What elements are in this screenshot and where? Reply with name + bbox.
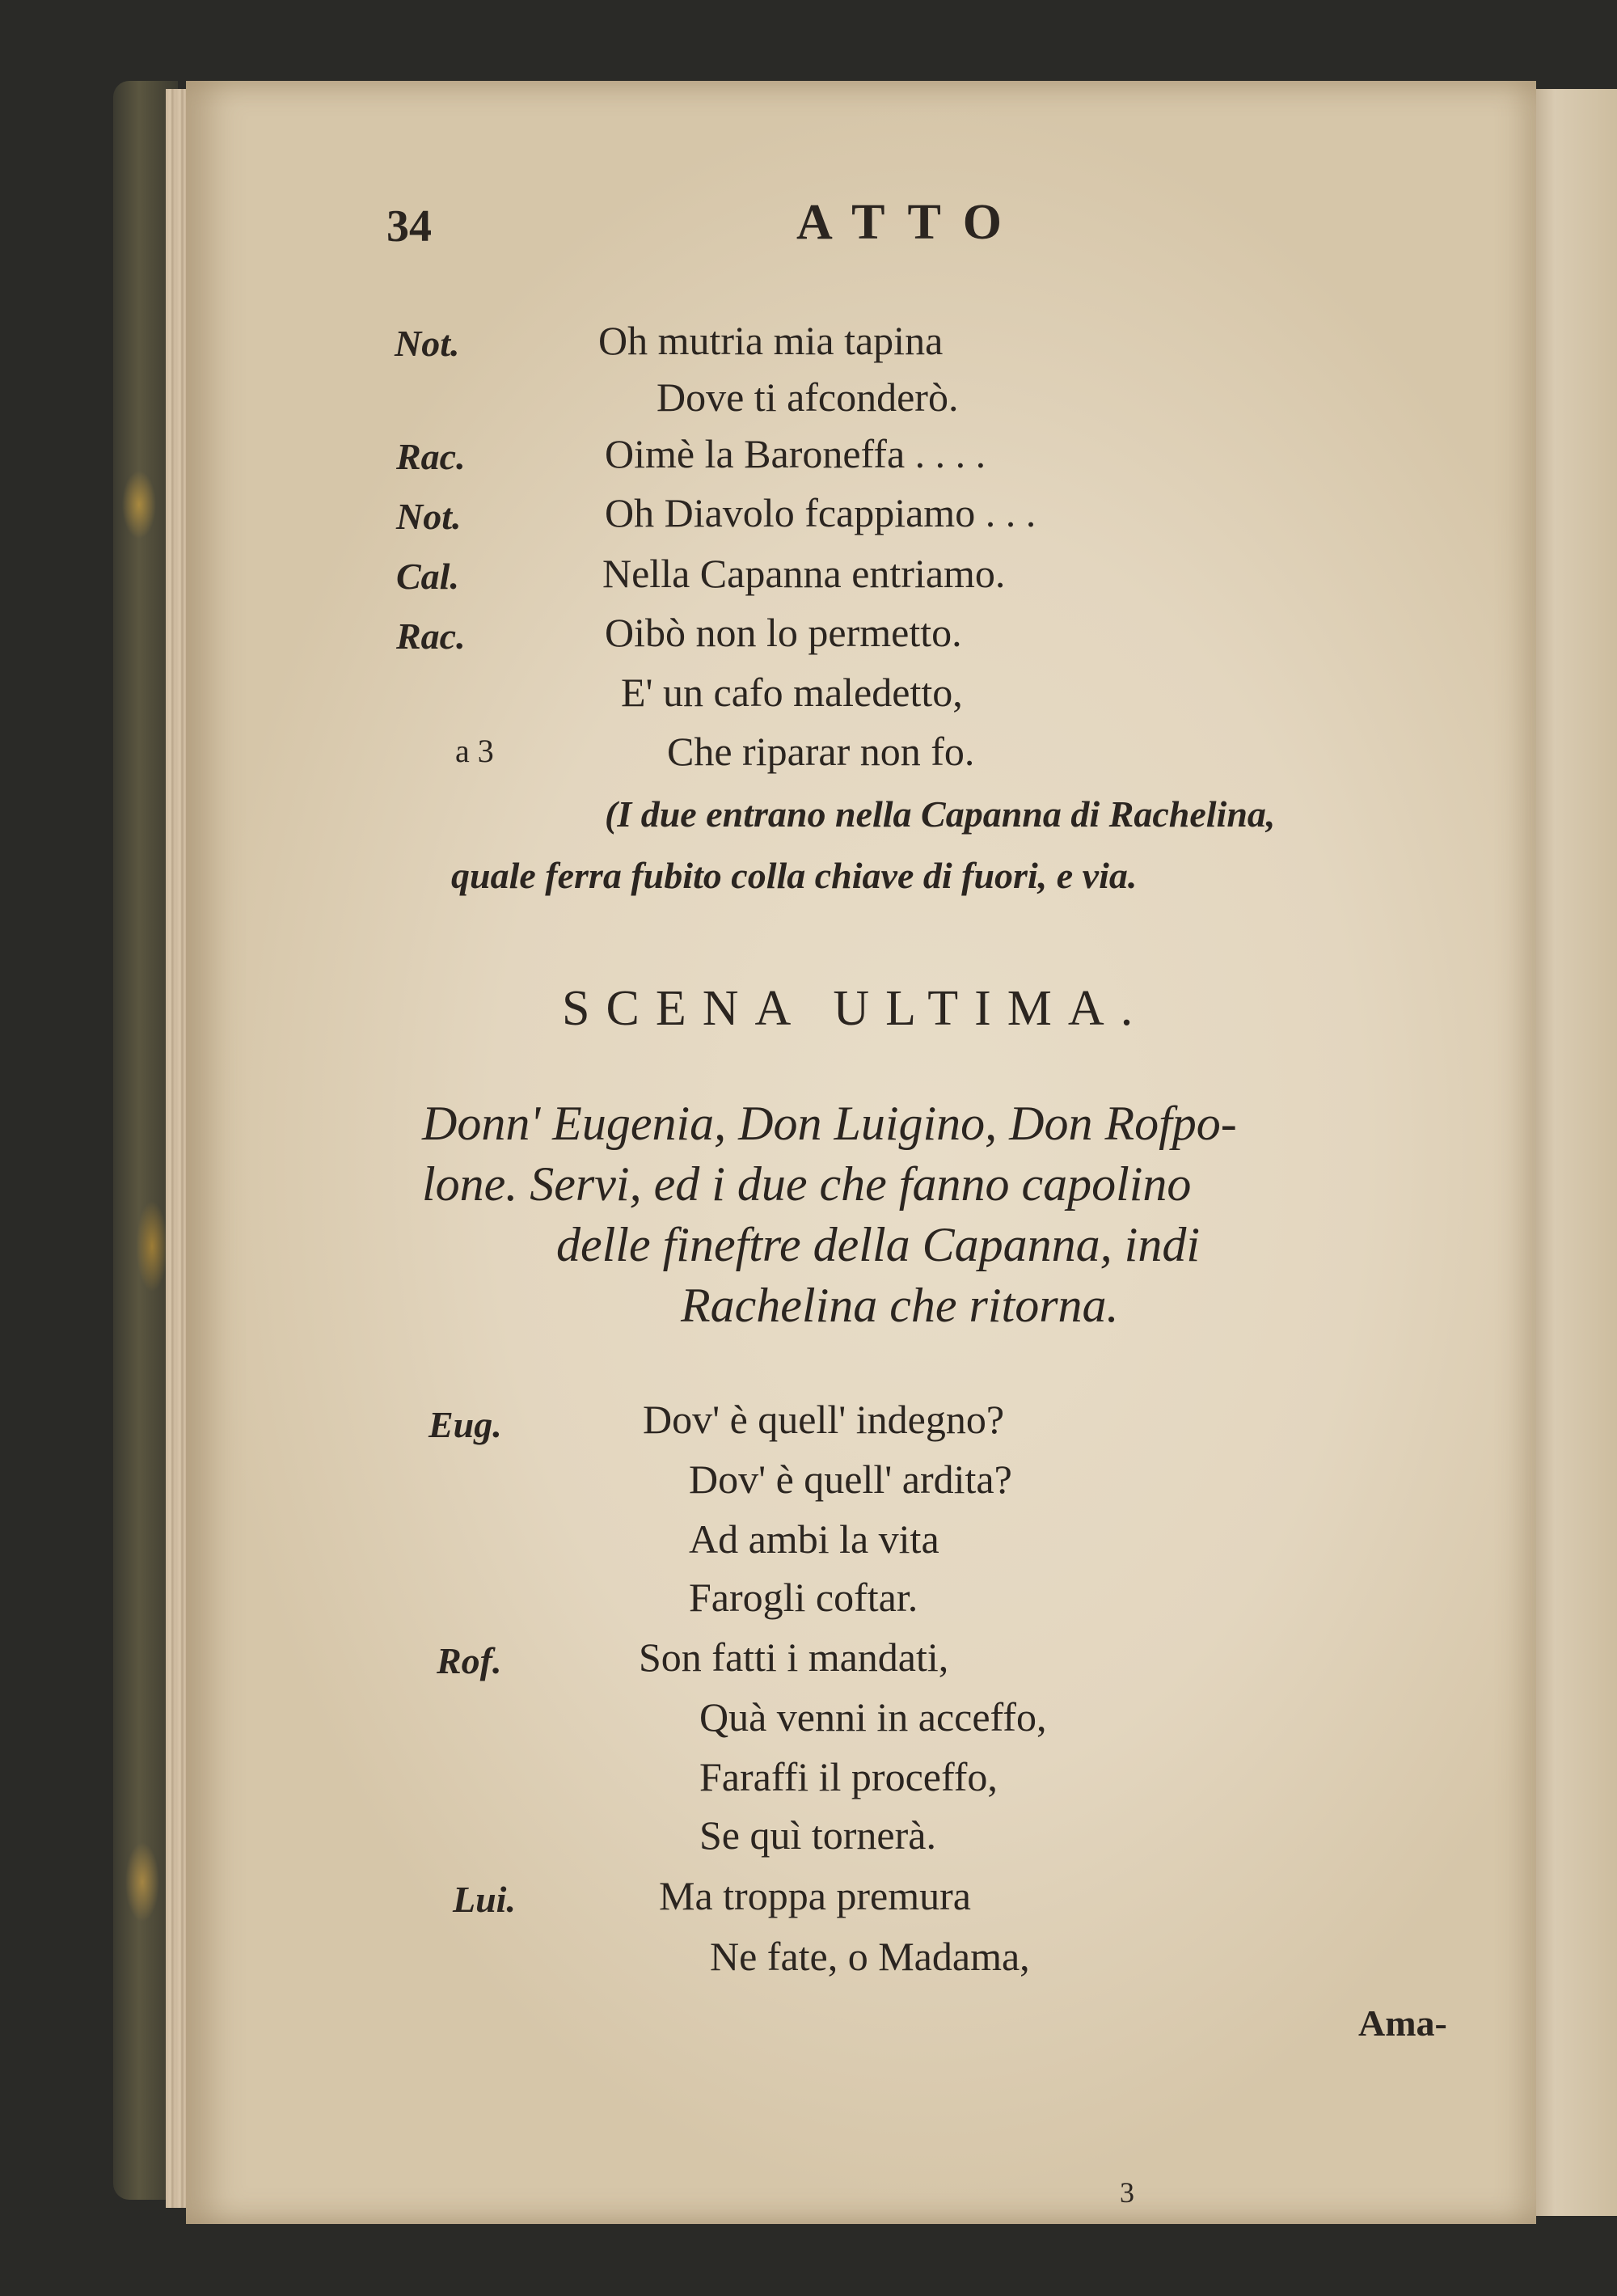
verse-line: Che riparar non fo. bbox=[667, 729, 975, 774]
verse-line: Son fatti i mandati, bbox=[639, 1634, 949, 1680]
cast-line: lone. Servi, ed i due che fanno capolino bbox=[422, 1157, 1192, 1211]
verse-line: Ad ambi la vita bbox=[689, 1516, 939, 1562]
opposite-page-edge bbox=[1528, 89, 1617, 2216]
cast-line: Donn' Eugenia, Don Luigino, Don Rofpo- bbox=[422, 1097, 1237, 1150]
verse-line: Dov' è quell' ardita? bbox=[689, 1457, 1012, 1502]
verse-line: E' un cafo maledetto, bbox=[621, 670, 963, 715]
cast-line: Rachelina che ritorna. bbox=[681, 1279, 1119, 1332]
speaker-label: Rac. bbox=[396, 436, 466, 477]
scene-title: SCENA ULTIMA. bbox=[562, 981, 1150, 1036]
stage-direction: (I due entrano nella Capanna di Rachelina, bbox=[605, 793, 1276, 835]
verse-line: Farogli coftar. bbox=[689, 1575, 918, 1620]
verse-line: Oh Diavolo fcappiamo . . . bbox=[605, 490, 1036, 535]
speaker-label: Lui. bbox=[453, 1879, 516, 1920]
verse-line: Nella Capanna entriamo. bbox=[602, 551, 1006, 596]
page-number: 34 bbox=[386, 201, 432, 252]
verse-line: Ne fate, o Madama, bbox=[710, 1934, 1030, 1979]
verse-line: Dov' è quell' indegno? bbox=[643, 1397, 1005, 1442]
signature-mark: 3 bbox=[1120, 2176, 1134, 2209]
stage-direction: quale ferra fubito colla chiave di fuori, e via. bbox=[451, 855, 1138, 896]
verse-line: Oimè la Baroneffa . . . . bbox=[605, 431, 986, 476]
verse-line: Oibò non lo permetto. bbox=[605, 610, 962, 655]
cast-line: delle fineftre della Capanna, indi bbox=[556, 1218, 1200, 1271]
running-header: ATTO bbox=[796, 195, 1024, 250]
margin-mark: a 3 bbox=[455, 733, 494, 769]
verse-line: Oh mutria mia tapina bbox=[598, 318, 944, 363]
catchword: Ama- bbox=[1358, 2002, 1447, 2044]
speaker-label: Not. bbox=[395, 323, 460, 364]
verse-line: Se quì tornerà. bbox=[699, 1812, 936, 1858]
verse-line: Faraffi il proceffo, bbox=[699, 1754, 998, 1799]
speaker-label: Not. bbox=[396, 496, 462, 537]
speaker-label: Cal. bbox=[396, 556, 459, 597]
speaker-label: Rof. bbox=[437, 1640, 502, 1681]
speaker-label: Eug. bbox=[429, 1404, 502, 1445]
verse-line: Ma troppa premura bbox=[659, 1873, 971, 1918]
speaker-label: Rac. bbox=[396, 615, 466, 657]
verse-line: Dove ti afconderò. bbox=[657, 374, 959, 420]
verse-line: Quà venni in acceffo, bbox=[699, 1694, 1047, 1740]
